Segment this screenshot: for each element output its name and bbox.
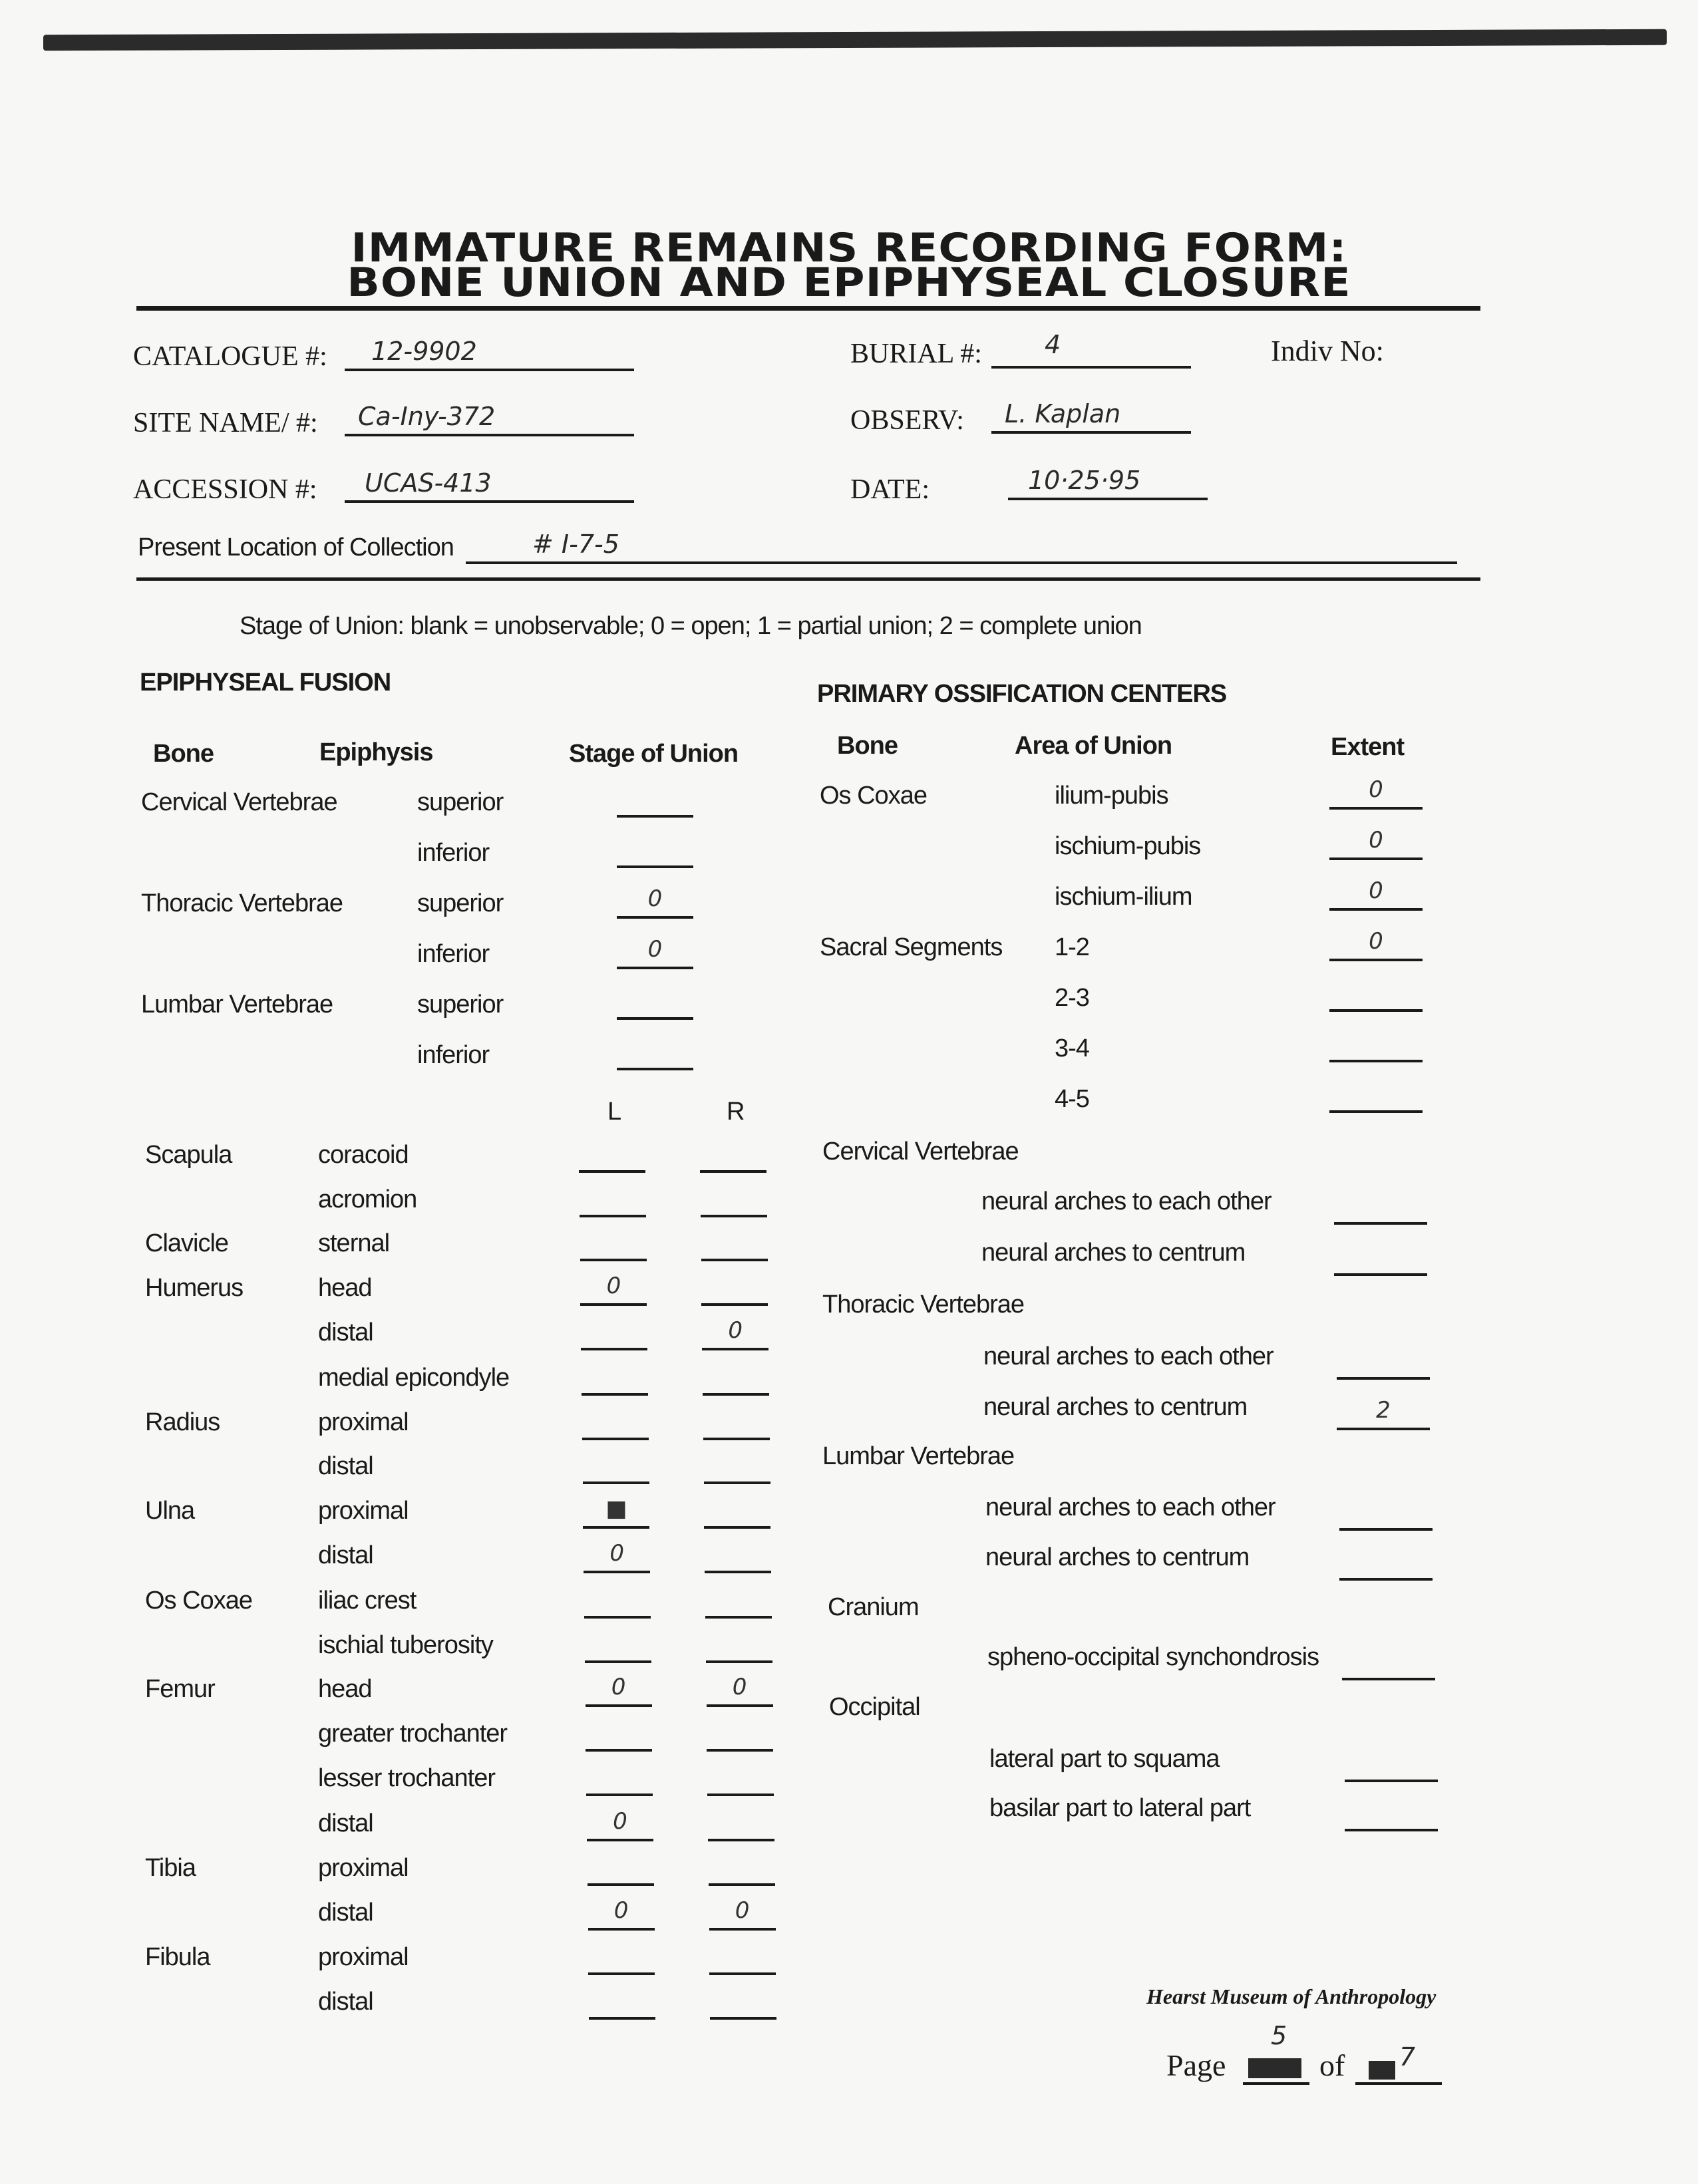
extent-field-value: 0 — [1369, 928, 1383, 955]
col-stage: Stage of Union — [569, 740, 739, 768]
area-name: 4-5 — [1055, 1085, 1089, 1113]
area-name: basilar part to lateral part — [989, 1794, 1251, 1822]
burial-label: BURIAL #: — [850, 339, 982, 369]
observ-value: L. Kaplan — [1005, 399, 1121, 428]
left-stage-field-value: ■ — [605, 1495, 627, 1522]
bone-name: Scapula — [145, 1141, 232, 1169]
left-stage-field[interactable] — [582, 1362, 648, 1396]
col-epiphysis: Epiphysis — [319, 738, 433, 766]
left-stage-field[interactable] — [586, 1674, 652, 1707]
left-stage-field-value: 0 — [613, 1897, 629, 1924]
left-stage-field[interactable] — [587, 1808, 653, 1841]
extent-field[interactable] — [1334, 1243, 1427, 1276]
extent-field[interactable] — [1339, 1497, 1433, 1531]
area-name: 3-4 — [1055, 1034, 1089, 1062]
stage-field[interactable] — [617, 835, 693, 868]
col-left-label: L — [607, 1098, 621, 1126]
primary-group-name: Cranium — [828, 1593, 919, 1621]
primary-heading: PRIMARY OSSIFICATION CENTERS — [817, 680, 1227, 708]
col-primary-bone: Bone — [837, 732, 898, 760]
bone-name: Fibula — [145, 1943, 210, 1971]
stage-field[interactable] — [617, 784, 693, 818]
extent-field[interactable] — [1345, 1749, 1438, 1782]
epiphysis-name: iliac crest — [318, 1587, 417, 1615]
extent-field[interactable] — [1329, 928, 1423, 961]
right-stage-field[interactable] — [701, 1273, 768, 1306]
observ-field[interactable] — [991, 399, 1191, 434]
extent-field[interactable] — [1339, 1547, 1433, 1581]
right-stage-field[interactable] — [707, 1718, 773, 1752]
col-bone: Bone — [153, 740, 214, 768]
epiphysis-name: lesser trochanter — [318, 1764, 496, 1792]
site-label: SITE NAME/ #: — [133, 408, 318, 438]
left-stage-field-value: 0 — [609, 1540, 624, 1567]
epiphyseal-heading: EPIPHYSEAL FUSION — [140, 669, 391, 697]
catalogue-field[interactable] — [345, 337, 634, 371]
left-stage-field[interactable] — [583, 1451, 649, 1484]
total-pages-value: 7 — [1399, 2042, 1416, 2072]
burial-field[interactable] — [991, 330, 1191, 369]
bone-name: Ulna — [145, 1497, 195, 1525]
left-stage-field[interactable] — [581, 1317, 647, 1350]
epiphysis-name: ischial tuberosity — [318, 1631, 493, 1659]
form-title-line-1: IMMATURE REMAINS RECORDING FORM: — [351, 225, 1347, 271]
left-stage-field[interactable] — [579, 1140, 645, 1173]
left-stage-field[interactable] — [586, 1763, 653, 1796]
right-stage-field-value: 0 — [735, 1897, 750, 1924]
right-stage-field-value: 0 — [732, 1674, 747, 1700]
form-title-line-2: BONE UNION AND EPIPHYSEAL CLOSURE — [347, 259, 1351, 306]
left-stage-field[interactable] — [588, 1897, 655, 1931]
extent-field[interactable] — [1329, 776, 1423, 810]
right-stage-field[interactable] — [707, 1763, 774, 1796]
right-stage-field[interactable] — [705, 1585, 772, 1619]
burial-value: 4 — [1045, 330, 1061, 359]
extent-field[interactable] — [1342, 1647, 1435, 1680]
left-stage-field-value: 0 — [606, 1273, 621, 1299]
location-value: # I-7-5 — [532, 530, 619, 559]
right-stage-field[interactable] — [703, 1362, 769, 1396]
left-stage-field[interactable] — [589, 1986, 655, 2020]
primary-bone-name: Sacral Segments — [820, 933, 1003, 961]
epiphysis-name: head — [318, 1274, 372, 1302]
right-stage-field[interactable] — [702, 1317, 768, 1350]
primary-group-name: Thoracic Vertebrae — [822, 1291, 1025, 1319]
accession-label: ACCESSION #: — [133, 474, 317, 505]
title-rule — [136, 306, 1480, 311]
primary-group-name: Occipital — [829, 1693, 920, 1721]
right-stage-field[interactable] — [700, 1140, 766, 1173]
extent-field[interactable] — [1329, 877, 1423, 911]
bone-name: Thoracic Vertebrae — [141, 889, 343, 917]
right-stage-field[interactable] — [704, 1495, 770, 1529]
bone-name: Femur — [145, 1675, 215, 1703]
col-extent: Extent — [1331, 733, 1405, 761]
epiphysis-name: superior — [417, 991, 504, 1018]
extent-field[interactable] — [1329, 1029, 1423, 1062]
primary-group-name: Lumbar Vertebrae — [822, 1442, 1015, 1470]
right-stage-field[interactable] — [704, 1451, 770, 1484]
bone-name: Tibia — [145, 1854, 196, 1882]
right-stage-field[interactable] — [709, 1897, 776, 1931]
page-label: Page — [1166, 2048, 1226, 2082]
col-right-label: R — [727, 1098, 745, 1126]
area-name: neural arches to each other — [983, 1342, 1274, 1370]
epiphysis-name: distal — [318, 1541, 373, 1569]
stage-field-value: 0 — [647, 885, 663, 912]
extent-field-value: 2 — [1376, 1397, 1391, 1424]
extent-field-value: 0 — [1369, 776, 1383, 803]
location-label: Present Location of Collection — [138, 534, 454, 561]
epiphysis-name: sternal — [318, 1229, 390, 1257]
extent-field-value: 0 — [1369, 877, 1383, 904]
epiphysis-name: proximal — [318, 1408, 409, 1436]
scribble-mark — [1248, 2058, 1301, 2078]
left-stage-field[interactable] — [584, 1540, 650, 1573]
bone-name: Clavicle — [145, 1229, 229, 1257]
left-stage-field[interactable] — [585, 1630, 651, 1663]
area-name: neural arches to each other — [985, 1493, 1275, 1521]
epiphysis-name: coracoid — [318, 1141, 409, 1169]
date-label: DATE: — [850, 474, 930, 505]
location-field[interactable] — [466, 530, 1457, 564]
extent-field[interactable] — [1337, 1397, 1430, 1430]
accession-field[interactable] — [345, 468, 634, 503]
date-field[interactable] — [1008, 466, 1208, 500]
right-stage-field[interactable] — [706, 1630, 772, 1663]
area-name: spheno-occipital synchondrosis — [987, 1643, 1319, 1671]
museum-name: Hearst Museum of Anthropology — [1146, 1984, 1437, 2008]
primary-bone-name: Os Coxae — [820, 782, 927, 810]
right-stage-field[interactable] — [709, 1942, 776, 1975]
right-stage-field[interactable] — [701, 1184, 767, 1217]
epiphysis-name: distal — [318, 1452, 373, 1480]
extent-field[interactable] — [1329, 1080, 1423, 1113]
area-name: neural arches to centrum — [985, 1543, 1250, 1571]
area-name: neural arches to centrum — [983, 1393, 1248, 1421]
stage-field[interactable] — [617, 1037, 693, 1070]
epiphysis-name: acromion — [318, 1185, 417, 1213]
indiv-label: Indiv No: — [1271, 335, 1384, 367]
left-stage-field[interactable] — [584, 1585, 651, 1619]
left-stage-field[interactable] — [586, 1718, 652, 1752]
page-number-field[interactable] — [1243, 2021, 1309, 2085]
of-label: of — [1319, 2048, 1345, 2082]
right-stage-field[interactable] — [710, 1986, 776, 2020]
epiphysis-name: distal — [318, 1809, 373, 1837]
epiphysis-name: head — [318, 1675, 372, 1703]
extent-field[interactable] — [1345, 1798, 1438, 1831]
epiphysis-name: inferior — [417, 940, 490, 968]
epiphysis-name: greater trochanter — [318, 1720, 508, 1748]
extent-field[interactable] — [1334, 1191, 1427, 1225]
area-name: ischium-pubis — [1055, 832, 1201, 860]
area-name: 2-3 — [1055, 984, 1089, 1012]
bone-name: Cervical Vertebrae — [141, 788, 337, 816]
stage-field[interactable] — [617, 885, 693, 919]
area-name: neural arches to each other — [981, 1187, 1272, 1215]
stage-legend: Stage of Union: blank = unobservable; 0 = open; 1 = partial union; 2 = complete union — [240, 612, 1142, 640]
right-stage-field[interactable] — [707, 1674, 773, 1707]
left-stage-field-value: 0 — [613, 1808, 627, 1835]
page-number-value: 5 — [1271, 2021, 1287, 2050]
epiphysis-name: proximal — [318, 1943, 409, 1971]
epiphysis-name: inferior — [417, 1041, 490, 1069]
left-stage-field[interactable] — [580, 1228, 647, 1261]
area-name: lateral part to squama — [989, 1745, 1220, 1773]
stage-field[interactable] — [617, 936, 693, 969]
right-stage-field-value: 0 — [728, 1317, 743, 1344]
area-name: ischium-ilium — [1055, 883, 1192, 911]
epiphysis-name: medial epicondyle — [318, 1364, 510, 1392]
left-stage-field[interactable] — [582, 1407, 649, 1440]
stage-field-value: 0 — [647, 936, 663, 963]
date-value: 10·25·95 — [1028, 466, 1141, 495]
primary-group-name: Cervical Vertebrae — [822, 1138, 1019, 1166]
site-value: Ca-Iny-372 — [358, 402, 496, 431]
right-stage-field[interactable] — [705, 1540, 771, 1573]
right-stage-field[interactable] — [708, 1808, 774, 1841]
catalogue-label: CATALOGUE #: — [133, 341, 327, 372]
epiphysis-name: superior — [417, 788, 504, 816]
col-area: Area of Union — [1015, 732, 1172, 760]
stage-field[interactable] — [617, 987, 693, 1020]
site-field[interactable] — [345, 402, 634, 436]
accession-value: UCAS-413 — [365, 468, 492, 498]
bone-name: Os Coxae — [145, 1587, 252, 1615]
scribble-mark — [1369, 2061, 1395, 2080]
left-stage-field-value: 0 — [611, 1674, 626, 1700]
left-stage-field[interactable] — [580, 1273, 647, 1306]
left-stage-field[interactable] — [583, 1495, 649, 1529]
catalogue-value: 12-9902 — [371, 337, 477, 366]
left-stage-field[interactable] — [580, 1184, 646, 1217]
left-stage-field[interactable] — [588, 1853, 654, 1886]
extent-field-value: 0 — [1369, 827, 1383, 854]
scan-edge-bar — [43, 29, 1667, 51]
extent-field[interactable] — [1329, 979, 1423, 1012]
header-rule — [136, 577, 1480, 581]
epiphysis-name: proximal — [318, 1497, 409, 1525]
left-stage-field[interactable] — [588, 1942, 655, 1975]
extent-field[interactable] — [1337, 1346, 1430, 1380]
epiphysis-name: distal — [318, 1899, 373, 1927]
epiphysis-name: superior — [417, 889, 504, 917]
right-stage-field[interactable] — [709, 1853, 775, 1886]
bone-name: Radius — [145, 1408, 220, 1436]
epiphysis-name: distal — [318, 1319, 373, 1346]
observ-label: OBSERV: — [850, 405, 964, 436]
epiphysis-name: proximal — [318, 1854, 409, 1882]
epiphysis-name: distal — [318, 1988, 373, 2016]
right-stage-field[interactable] — [703, 1407, 770, 1440]
right-stage-field[interactable] — [701, 1228, 768, 1261]
total-pages-field[interactable] — [1355, 2042, 1442, 2085]
bone-name: Lumbar Vertebrae — [141, 991, 333, 1018]
area-name: 1-2 — [1055, 933, 1089, 961]
epiphysis-name: inferior — [417, 839, 490, 867]
extent-field[interactable] — [1329, 827, 1423, 860]
area-name: ilium-pubis — [1055, 782, 1168, 810]
area-name: neural arches to centrum — [981, 1239, 1246, 1267]
bone-name: Humerus — [145, 1274, 244, 1302]
